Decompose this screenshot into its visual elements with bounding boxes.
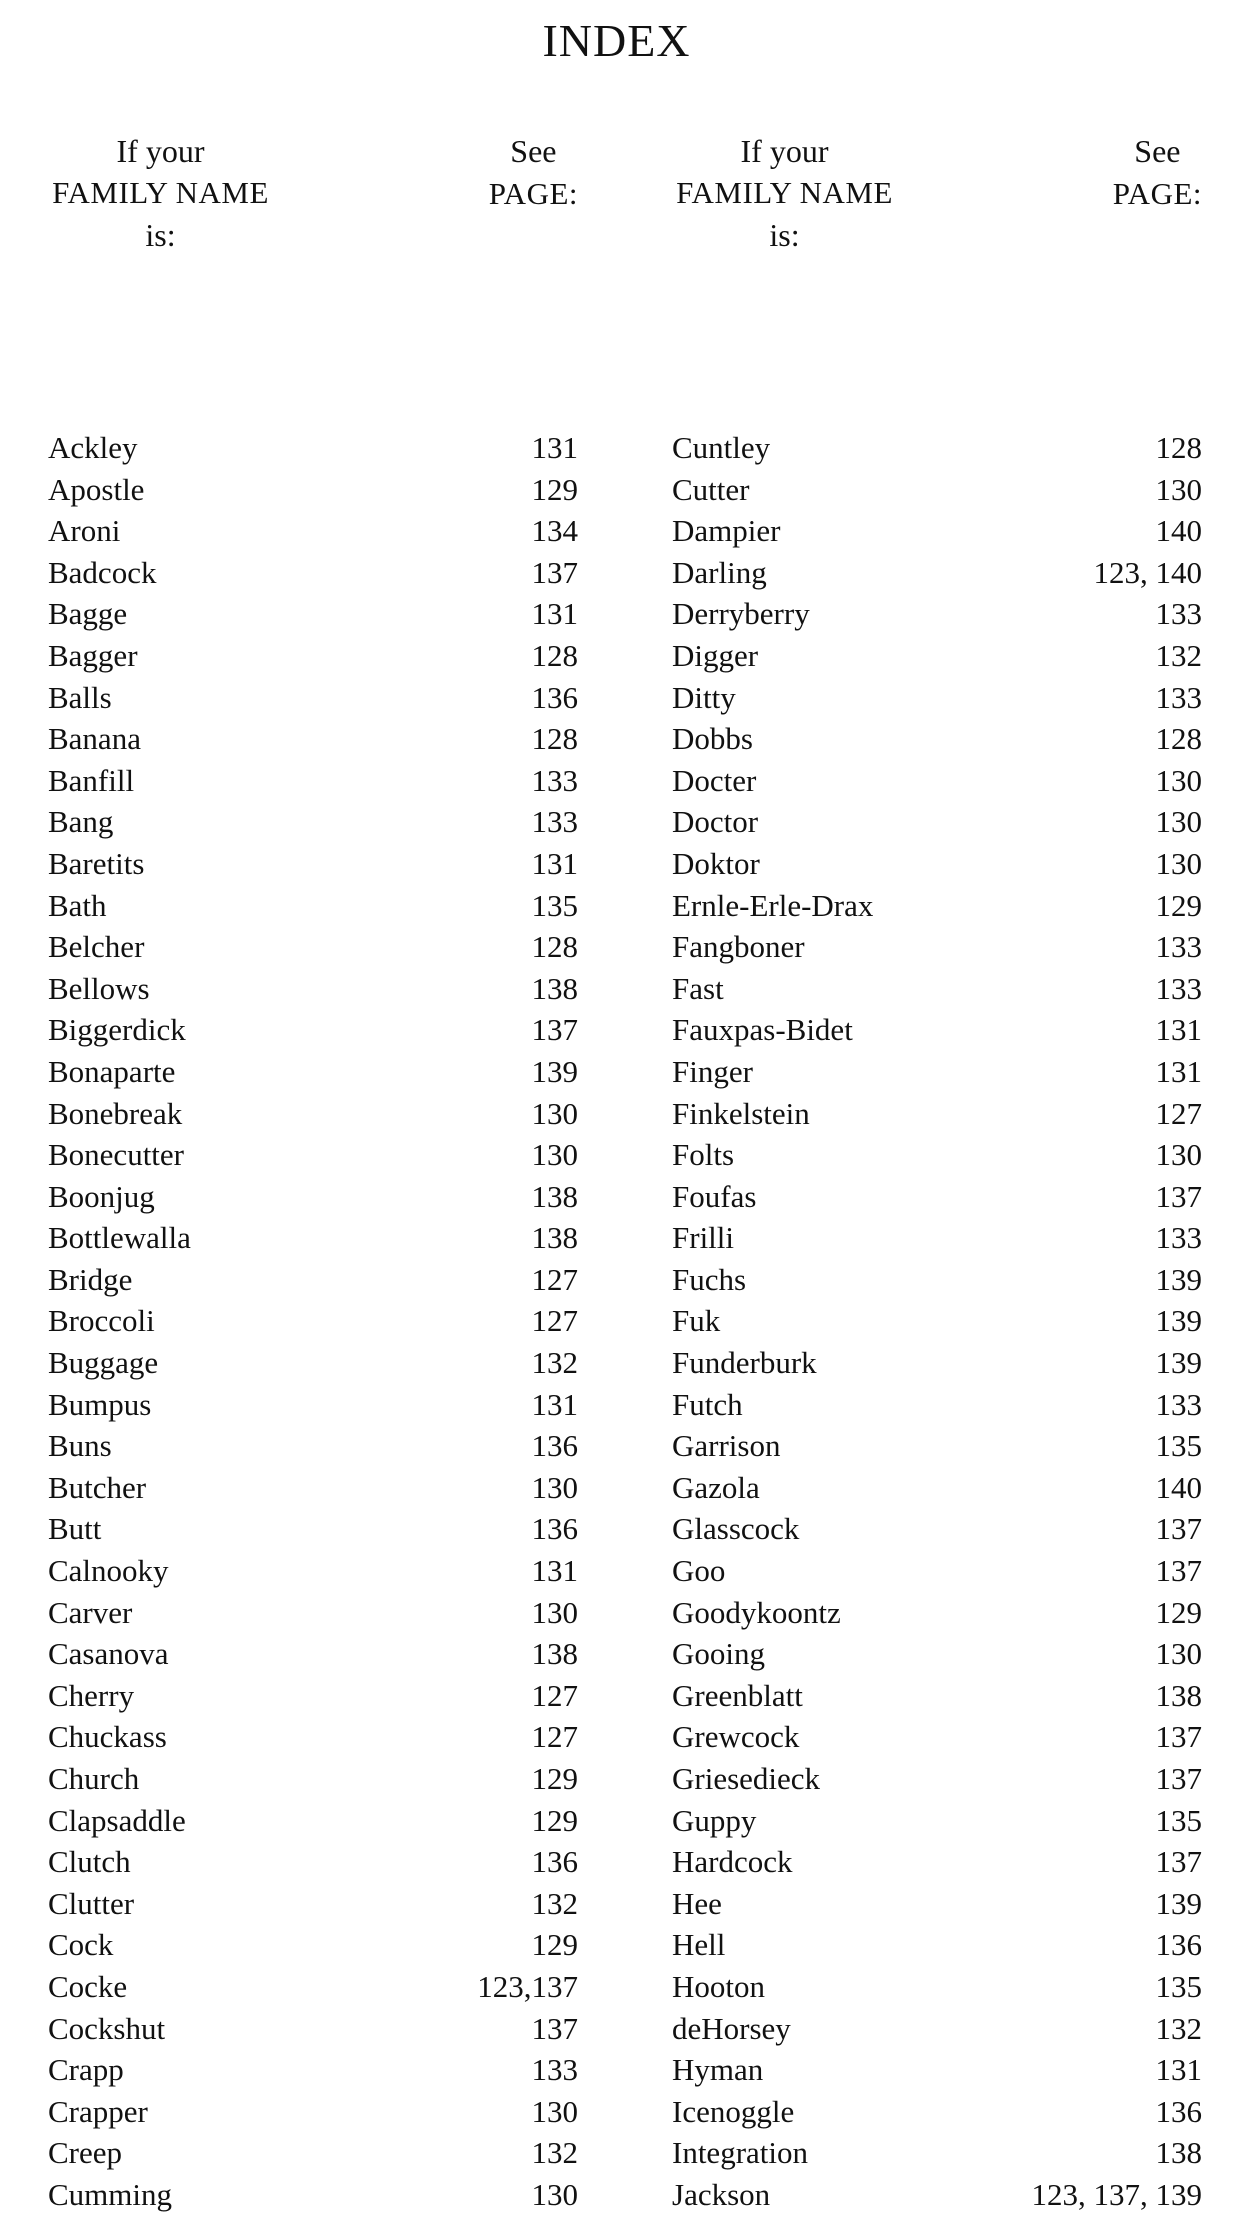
family-name: Grewcock bbox=[672, 1719, 800, 1755]
page-numbers: 127 bbox=[531, 1677, 578, 1713]
page-numbers: 139 bbox=[1155, 1303, 1202, 1339]
family-name: Dampier bbox=[672, 513, 781, 549]
family-name: Buns bbox=[48, 1428, 112, 1464]
index-entry bbox=[48, 1300, 578, 1342]
index-entry bbox=[672, 593, 1202, 635]
index-entry bbox=[48, 885, 578, 927]
page-numbers: 128 bbox=[531, 929, 578, 965]
page-numbers: 138 bbox=[531, 1220, 578, 1256]
family-name: Icenoggle bbox=[672, 2093, 795, 2129]
page-numbers: 139 bbox=[531, 1053, 578, 1089]
family-name: Fuchs bbox=[672, 1261, 747, 1297]
index-entry bbox=[672, 1966, 1202, 2008]
page-numbers: 137 bbox=[1155, 1511, 1202, 1547]
index-entry bbox=[48, 1675, 578, 1717]
see-page-heading bbox=[489, 130, 578, 215]
page-numbers: 138 bbox=[1155, 2135, 1202, 2171]
index-entry bbox=[48, 593, 578, 635]
index-entry bbox=[672, 1425, 1202, 1467]
page-numbers: 131 bbox=[531, 1386, 578, 1422]
page-numbers: 131 bbox=[1155, 2052, 1202, 2088]
index-entry bbox=[672, 1550, 1202, 1592]
page-numbers: 129 bbox=[1155, 1594, 1202, 1630]
family-name: Bagger bbox=[48, 637, 138, 673]
heading-line: is: bbox=[145, 217, 176, 253]
heading-line: is: bbox=[769, 217, 800, 253]
page-numbers: 123,137 bbox=[477, 1968, 578, 2004]
index-entry bbox=[672, 469, 1202, 511]
index-entry bbox=[48, 1259, 578, 1301]
family-name: Baretits bbox=[48, 845, 145, 881]
index-entry bbox=[672, 2049, 1202, 2091]
index-entry bbox=[672, 926, 1202, 968]
family-name: Cherry bbox=[48, 1677, 135, 1713]
family-name: Broccoli bbox=[48, 1303, 155, 1339]
family-name: Aroni bbox=[48, 513, 121, 549]
page-numbers: 132 bbox=[531, 1345, 578, 1381]
page-numbers: 134 bbox=[531, 513, 578, 549]
see-page-heading bbox=[1113, 130, 1202, 215]
index-column-right bbox=[672, 130, 1202, 2216]
column-header bbox=[672, 130, 1202, 285]
index-entry bbox=[48, 552, 578, 594]
index-entry bbox=[672, 1009, 1202, 1051]
family-name: Integration bbox=[672, 2135, 809, 2171]
family-name: Gooing bbox=[672, 1636, 765, 1672]
page-numbers: 131 bbox=[1155, 1053, 1202, 1089]
index-list-right bbox=[672, 427, 1202, 2216]
family-name: Clutch bbox=[48, 1844, 131, 1880]
page-numbers: 130 bbox=[531, 1469, 578, 1505]
index-entry bbox=[48, 635, 578, 677]
page-title: INDEX bbox=[542, 15, 691, 66]
page-numbers: 133 bbox=[531, 762, 578, 798]
index-entry bbox=[672, 2008, 1202, 2050]
family-name: Banfill bbox=[48, 762, 135, 798]
page-numbers: 131 bbox=[1155, 1012, 1202, 1048]
index-entry bbox=[48, 2174, 578, 2216]
family-name: Clapsaddle bbox=[48, 1802, 186, 1838]
index-entry bbox=[672, 885, 1202, 927]
page-numbers: 137 bbox=[1155, 1761, 1202, 1796]
index-entry bbox=[48, 1550, 578, 1592]
page-numbers: 137 bbox=[1155, 1553, 1202, 1589]
family-name: Crapper bbox=[48, 2093, 148, 2129]
index-entry bbox=[48, 2049, 578, 2091]
page-numbers: 130 bbox=[1155, 804, 1202, 840]
index-entry bbox=[672, 1800, 1202, 1842]
family-name: Foufas bbox=[672, 1178, 757, 1214]
heading-line: See bbox=[510, 133, 557, 169]
heading-line: If your bbox=[740, 133, 829, 169]
heading-line: See bbox=[1134, 133, 1181, 169]
page-numbers: 131 bbox=[531, 845, 578, 881]
family-name: Fuk bbox=[672, 1303, 721, 1339]
index-entry bbox=[48, 427, 578, 469]
page-numbers: 137 bbox=[1155, 1178, 1202, 1214]
page-numbers: 130 bbox=[531, 2176, 578, 2212]
index-entry bbox=[672, 1176, 1202, 1218]
page-numbers: 138 bbox=[531, 970, 578, 1006]
page-numbers: 137 bbox=[1155, 1719, 1202, 1755]
family-name: Folts bbox=[672, 1137, 735, 1173]
index-entry bbox=[672, 2091, 1202, 2133]
index-entry bbox=[48, 510, 578, 552]
family-name: Fangboner bbox=[672, 929, 805, 965]
index-entry bbox=[48, 718, 578, 760]
page-numbers: 129 bbox=[531, 1927, 578, 1963]
page-numbers: 135 bbox=[1155, 1968, 1202, 2004]
family-name: Glasscock bbox=[672, 1511, 800, 1547]
index-entry bbox=[48, 1966, 578, 2008]
page-numbers: 136 bbox=[531, 1511, 578, 1547]
page-numbers: 136 bbox=[531, 679, 578, 715]
index-entry bbox=[672, 1675, 1202, 1717]
family-name: Belcher bbox=[48, 929, 145, 965]
page-numbers: 140 bbox=[1155, 1469, 1202, 1505]
family-name: Cuntley bbox=[672, 430, 771, 465]
family-name: Goo bbox=[672, 1553, 726, 1589]
family-name: Bridge bbox=[48, 1261, 133, 1297]
index-entry bbox=[48, 1217, 578, 1259]
heading-line: PAGE: bbox=[488, 176, 578, 211]
family-name: Casanova bbox=[48, 1636, 169, 1672]
family-name: Greenblatt bbox=[672, 1677, 803, 1713]
family-name: Bottlewalla bbox=[48, 1220, 191, 1256]
family-name: Hee bbox=[672, 1885, 722, 1921]
page-numbers: 133 bbox=[1155, 679, 1202, 715]
family-name: Frilli bbox=[672, 1220, 735, 1256]
index-entry bbox=[672, 1217, 1202, 1259]
page-numbers: 130 bbox=[531, 2093, 578, 2129]
family-name: Futch bbox=[672, 1386, 743, 1422]
family-name: Biggerdick bbox=[48, 1012, 186, 1048]
page-numbers: 127 bbox=[531, 1719, 578, 1755]
family-name: Church bbox=[48, 1761, 140, 1796]
index-entry bbox=[48, 1758, 578, 1800]
index-entry bbox=[672, 1633, 1202, 1675]
page-numbers: 123, 140 bbox=[1093, 554, 1202, 590]
page-numbers: 139 bbox=[1155, 1885, 1202, 1921]
family-name: Garrison bbox=[672, 1428, 781, 1464]
index-entry bbox=[672, 510, 1202, 552]
page-numbers: 132 bbox=[531, 1885, 578, 1921]
page-numbers: 130 bbox=[531, 1594, 578, 1630]
page-numbers: 135 bbox=[1155, 1802, 1202, 1838]
index-entry bbox=[672, 552, 1202, 594]
family-name: Boonjug bbox=[48, 1178, 155, 1214]
index-entry bbox=[48, 1800, 578, 1842]
family-name: deHorsey bbox=[672, 2010, 791, 2046]
family-name: Bonecutter bbox=[48, 1137, 185, 1173]
heading-line: If your bbox=[116, 133, 205, 169]
page-numbers: 130 bbox=[1155, 471, 1202, 507]
family-name: Carver bbox=[48, 1594, 133, 1630]
index-entry bbox=[48, 1134, 578, 1176]
page-numbers: 136 bbox=[1155, 1927, 1202, 1963]
page-numbers: 129 bbox=[531, 1802, 578, 1838]
family-name: Cockshut bbox=[48, 2010, 166, 2046]
family-name: Bath bbox=[48, 887, 107, 923]
family-name: Funderburk bbox=[672, 1345, 817, 1381]
index-entry bbox=[672, 1592, 1202, 1634]
page-numbers: 132 bbox=[1155, 637, 1202, 673]
page-numbers: 137 bbox=[1155, 1844, 1202, 1880]
family-name-heading bbox=[672, 130, 897, 256]
index-entry bbox=[48, 677, 578, 719]
family-name: Cumming bbox=[48, 2176, 173, 2212]
page-numbers: 128 bbox=[531, 721, 578, 757]
family-name: Guppy bbox=[672, 1802, 757, 1838]
page-numbers: 138 bbox=[531, 1178, 578, 1214]
index-entry bbox=[48, 1425, 578, 1467]
family-name: Finger bbox=[672, 1053, 753, 1089]
index-entry bbox=[672, 1093, 1202, 1135]
page-numbers: 129 bbox=[531, 471, 578, 507]
page-numbers: 133 bbox=[1155, 1220, 1202, 1256]
family-name: Gazola bbox=[672, 1469, 760, 1505]
page-numbers: 133 bbox=[531, 2052, 578, 2088]
index-entry bbox=[672, 2174, 1202, 2216]
index-entry bbox=[672, 635, 1202, 677]
family-name: Fauxpas-Bidet bbox=[672, 1012, 853, 1048]
page-numbers: 130 bbox=[531, 1095, 578, 1131]
index-entry bbox=[48, 968, 578, 1010]
family-name: Finkelstein bbox=[672, 1095, 810, 1131]
heading-line: FAMILY NAME bbox=[52, 175, 269, 210]
page-numbers: 130 bbox=[1155, 1636, 1202, 1672]
column-header bbox=[48, 130, 578, 285]
family-name: Jackson bbox=[672, 2176, 771, 2212]
index-entry bbox=[672, 1342, 1202, 1384]
index-entry bbox=[48, 469, 578, 511]
family-name: Hell bbox=[672, 1927, 726, 1963]
index-entry bbox=[672, 1841, 1202, 1883]
family-name: Bagge bbox=[48, 596, 128, 632]
family-name: Creep bbox=[48, 2135, 123, 2171]
index-column-left bbox=[48, 130, 578, 2216]
index-entry bbox=[672, 843, 1202, 885]
family-name: Badcock bbox=[48, 554, 157, 590]
page-numbers: 133 bbox=[531, 804, 578, 840]
index-entry bbox=[672, 2132, 1202, 2174]
index-entry bbox=[48, 1009, 578, 1051]
family-name: Hardcock bbox=[672, 1844, 793, 1880]
index-entry bbox=[48, 926, 578, 968]
family-name: Calnooky bbox=[48, 1553, 169, 1589]
family-name: Digger bbox=[672, 637, 759, 673]
family-name: Fast bbox=[672, 970, 724, 1006]
index-entry bbox=[48, 1592, 578, 1634]
page-numbers: 138 bbox=[531, 1636, 578, 1672]
index-entry bbox=[672, 718, 1202, 760]
page-numbers: 130 bbox=[1155, 1137, 1202, 1173]
page-numbers: 137 bbox=[531, 2010, 578, 2046]
family-name: Crapp bbox=[48, 2052, 124, 2088]
family-name: Bellows bbox=[48, 970, 150, 1006]
heading-line: PAGE: bbox=[1112, 176, 1202, 211]
family-name: Ackley bbox=[48, 430, 138, 465]
index-entry bbox=[48, 1508, 578, 1550]
page-numbers: 131 bbox=[531, 596, 578, 632]
index-entry bbox=[672, 1883, 1202, 1925]
index-entry bbox=[672, 1924, 1202, 1966]
index-entry bbox=[48, 1467, 578, 1509]
page-numbers: 128 bbox=[1155, 721, 1202, 757]
page-numbers: 131 bbox=[531, 430, 578, 465]
page-numbers: 138 bbox=[1155, 1677, 1202, 1713]
index-entry bbox=[48, 2132, 578, 2174]
page-numbers: 139 bbox=[1155, 1345, 1202, 1381]
index-entry bbox=[672, 760, 1202, 802]
family-name: Dobbs bbox=[672, 721, 753, 757]
index-entry bbox=[672, 801, 1202, 843]
index-entry bbox=[672, 968, 1202, 1010]
page-numbers: 127 bbox=[1155, 1095, 1202, 1131]
family-name: Cock bbox=[48, 1927, 114, 1963]
family-name: Cutter bbox=[672, 471, 750, 507]
index-entry bbox=[48, 1716, 578, 1758]
family-name: Bumpus bbox=[48, 1386, 152, 1422]
page-numbers: 133 bbox=[1155, 1386, 1202, 1422]
family-name: Buggage bbox=[48, 1345, 159, 1381]
family-name: Butcher bbox=[48, 1469, 147, 1505]
page-numbers: 132 bbox=[531, 2135, 578, 2171]
page-numbers: 133 bbox=[1155, 929, 1202, 965]
page-numbers: 133 bbox=[1155, 596, 1202, 632]
page-numbers: 135 bbox=[1155, 1428, 1202, 1464]
family-name: Cocke bbox=[48, 1968, 128, 2004]
page-numbers: 130 bbox=[1155, 845, 1202, 881]
family-name: Bonaparte bbox=[48, 1053, 176, 1089]
index-list-left bbox=[48, 427, 578, 2216]
index-entry bbox=[672, 1508, 1202, 1550]
index-entry bbox=[48, 2008, 578, 2050]
family-name: Banana bbox=[48, 721, 141, 757]
family-name: Darling bbox=[672, 554, 767, 590]
family-name: Griesedieck bbox=[672, 1761, 821, 1796]
index-entry bbox=[48, 1841, 578, 1883]
index-entry bbox=[48, 1342, 578, 1384]
family-name: Chuckass bbox=[48, 1719, 167, 1755]
index-entry bbox=[48, 2091, 578, 2133]
family-name: Bang bbox=[48, 804, 114, 840]
index-entry bbox=[48, 1924, 578, 1966]
index-entry bbox=[672, 1716, 1202, 1758]
page-numbers: 137 bbox=[531, 1012, 578, 1048]
page-numbers: 129 bbox=[531, 1761, 578, 1796]
page-numbers: 127 bbox=[531, 1303, 578, 1339]
page-numbers: 127 bbox=[531, 1261, 578, 1297]
index-entry bbox=[672, 1134, 1202, 1176]
index-entry bbox=[672, 1259, 1202, 1301]
page-numbers: 128 bbox=[531, 637, 578, 673]
index-entry bbox=[48, 843, 578, 885]
index-entry bbox=[672, 1051, 1202, 1093]
index-entry bbox=[48, 1883, 578, 1925]
family-name: Hooton bbox=[672, 1968, 765, 2004]
index-entry bbox=[48, 1176, 578, 1218]
page-numbers: 136 bbox=[531, 1428, 578, 1464]
index-entry bbox=[672, 1467, 1202, 1509]
page-numbers: 140 bbox=[1155, 513, 1202, 549]
page-numbers: 130 bbox=[1155, 762, 1202, 798]
page-numbers: 133 bbox=[1155, 970, 1202, 1006]
family-name: Balls bbox=[48, 679, 112, 715]
page-numbers: 131 bbox=[531, 1553, 578, 1589]
page-numbers: 128 bbox=[1155, 430, 1202, 465]
family-name: Hyman bbox=[672, 2052, 764, 2088]
family-name: Doctor bbox=[672, 804, 759, 840]
family-name: Goodykoontz bbox=[672, 1594, 841, 1630]
page-numbers: 130 bbox=[531, 1137, 578, 1173]
page-numbers: 139 bbox=[1155, 1261, 1202, 1297]
index-entry bbox=[672, 1758, 1202, 1800]
family-name-heading bbox=[48, 130, 273, 256]
page-numbers: 123, 137, 139 bbox=[1031, 2176, 1202, 2212]
family-name: Ernle-Erle-Drax bbox=[672, 887, 874, 923]
index-entry bbox=[672, 677, 1202, 719]
family-name: Derryberry bbox=[672, 596, 810, 632]
family-name: Bonebreak bbox=[48, 1095, 183, 1131]
index-entry bbox=[48, 760, 578, 802]
index-entry bbox=[672, 1384, 1202, 1426]
index-entry bbox=[48, 1633, 578, 1675]
heading-line: FAMILY NAME bbox=[676, 175, 893, 210]
family-name: Ditty bbox=[672, 679, 736, 715]
family-name: Clutter bbox=[48, 1885, 135, 1921]
family-name: Docter bbox=[672, 762, 757, 798]
index-entry bbox=[48, 801, 578, 843]
family-name: Butt bbox=[48, 1511, 102, 1547]
index-entry bbox=[48, 1093, 578, 1135]
index-entry bbox=[48, 1384, 578, 1426]
family-name: Apostle bbox=[48, 471, 145, 507]
page-numbers: 136 bbox=[1155, 2093, 1202, 2129]
page-numbers: 137 bbox=[531, 554, 578, 590]
index-entry bbox=[48, 1051, 578, 1093]
family-name: Doktor bbox=[672, 845, 760, 881]
index-entry bbox=[672, 1300, 1202, 1342]
page-numbers: 129 bbox=[1155, 887, 1202, 923]
page-numbers: 135 bbox=[531, 887, 578, 923]
page-numbers: 136 bbox=[531, 1844, 578, 1880]
page-numbers: 132 bbox=[1155, 2010, 1202, 2046]
index-entry bbox=[672, 427, 1202, 469]
